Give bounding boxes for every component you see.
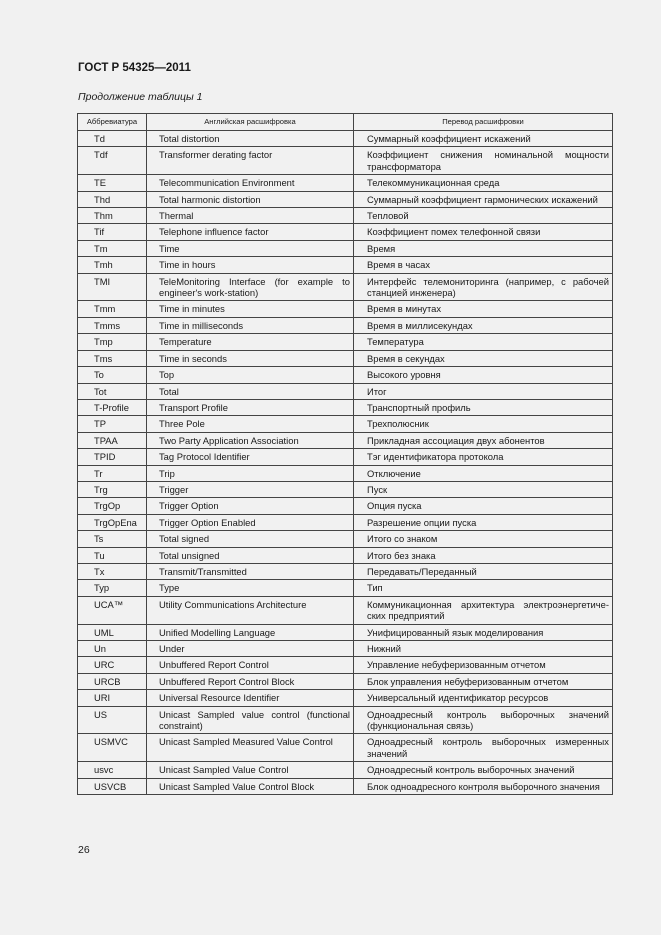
english-cell: Utility Communications Architecture [147,596,354,624]
translation-cell: Суммарный коэффициент гармонических искажений [354,191,613,207]
translation-cell: Одноадресный контроль выборочных значений [354,762,613,778]
column-header-translation: Перевод расшифровки [354,114,613,131]
abbreviation-cell: Td [78,131,147,147]
translation-cell: Тип [354,580,613,596]
english-cell: Time in hours [147,257,354,273]
translation-cell: Транспортный профиль [354,399,613,415]
abbreviation-cell: TE [78,175,147,191]
table-row [78,596,613,624]
abbreviation-cell: URC [78,657,147,673]
translation-cell: Время в минутах [354,301,613,317]
table-row [78,334,613,350]
table-row [78,147,613,175]
table-row [78,563,613,579]
table-row [78,301,613,317]
english-cell: Trigger Option [147,498,354,514]
abbreviation-cell: TMI [78,273,147,301]
abbreviation-cell: Ts [78,531,147,547]
table-row [78,350,613,366]
translation-cell: Трехполюсник [354,416,613,432]
table-row [78,416,613,432]
table-row [78,273,613,301]
english-cell: Time in milliseconds [147,317,354,333]
table-row [78,706,613,734]
abbreviation-cell: Trg [78,481,147,497]
translation-cell: Прикладная ассоциация двух абонентов [354,432,613,448]
translation-cell: Отключение [354,465,613,481]
translation-cell: Суммарный коэффициент искажений [354,131,613,147]
abbreviation-cell: Thm [78,208,147,224]
english-cell: Thermal [147,208,354,224]
translation-cell: Высокого уровня [354,367,613,383]
abbreviation-cell: TPID [78,449,147,465]
abbreviation-cell: TrgOp [78,498,147,514]
table-row [78,191,613,207]
translation-cell: Коэффициент помех телефонной связи [354,224,613,240]
english-cell: Top [147,367,354,383]
english-cell: Three Pole [147,416,354,432]
translation-cell: Итого без знака [354,547,613,563]
table-row [78,498,613,514]
english-cell: Transmit/Transmitted [147,563,354,579]
english-cell: Time in minutes [147,301,354,317]
abbreviation-cell: Tif [78,224,147,240]
english-cell: Unbuffered Report Control Block [147,673,354,689]
table-row [78,481,613,497]
english-cell: Universal Resource Identifier [147,690,354,706]
translation-cell: Одноадресный контроль выборочных измеренных значений [354,734,613,762]
english-cell: Trigger Option Enabled [147,514,354,530]
abbreviation-cell: Tmh [78,257,147,273]
translation-cell: Опция пуска [354,498,613,514]
abbreviation-cell: UML [78,624,147,640]
translation-cell: Блок одноадресного контроля выборочного значения [354,778,613,794]
translation-cell: Интерфейс телемониторинга (например, с рабочей станцией инженера) [354,273,613,301]
abbreviation-cell: TrgOpEna [78,514,147,530]
english-cell: Tag Protocol Identifier [147,449,354,465]
english-cell: Unicast Sampled Value Control [147,762,354,778]
table-row [78,690,613,706]
translation-cell: Нижний [354,641,613,657]
translation-cell: Тепловой [354,208,613,224]
abbreviation-cell: Thd [78,191,147,207]
page-number: 26 [78,844,90,856]
english-cell: Unicast Sampled Measured Value Control [147,734,354,762]
english-cell: Total signed [147,531,354,547]
table-row [78,131,613,147]
english-cell: Type [147,580,354,596]
english-cell: Transformer derating factor [147,147,354,175]
column-header-abbreviation: Аббревиатура [78,114,147,131]
english-cell: Total distortion [147,131,354,147]
english-cell: Under [147,641,354,657]
table-row [78,531,613,547]
table-row [78,449,613,465]
translation-cell: Коммуникационная архитектура электроэнергетиче-ских предприятий [354,596,613,624]
translation-cell: Температура [354,334,613,350]
english-cell: Time [147,240,354,256]
english-cell: Telephone influence factor [147,224,354,240]
abbreviation-cell: usvc [78,762,147,778]
column-header-english: Английская расшифровка [147,114,354,131]
abbreviation-cell: Un [78,641,147,657]
english-cell: Trigger [147,481,354,497]
translation-cell: Разрешение опции пуска [354,514,613,530]
table-row [78,257,613,273]
translation-cell: Коэффициент снижения номинальной мощности трансформатора [354,147,613,175]
translation-cell: Время в секундах [354,350,613,366]
table-row [78,367,613,383]
translation-cell: Одноадресный контроль выборочных значений (функциональная связь) [354,706,613,734]
table-continuation-caption: Продолжение таблицы 1 [78,91,203,103]
table-row [78,657,613,673]
translation-cell: Передавать/Переданный [354,563,613,579]
abbreviation-cell: URCB [78,673,147,689]
abbreviation-cell: Tmp [78,334,147,350]
translation-cell: Пуск [354,481,613,497]
translation-cell: Универсальный идентификатор ресурсов [354,690,613,706]
table-row [78,224,613,240]
abbreviation-cell: Tu [78,547,147,563]
translation-cell: Тэг идентификатора протокола [354,449,613,465]
table-row [78,465,613,481]
abbreviation-cell: UCA™ [78,596,147,624]
table-row [78,175,613,191]
abbreviation-cell: TPAA [78,432,147,448]
abbreviation-cell: Tms [78,350,147,366]
translation-cell: Телекоммуникационная среда [354,175,613,191]
abbreviation-cell: USVCB [78,778,147,794]
abbreviation-cell: Tmm [78,301,147,317]
table-row [78,317,613,333]
translation-cell: Время в миллисекундах [354,317,613,333]
english-cell: Time in seconds [147,350,354,366]
translation-cell: Время в часах [354,257,613,273]
translation-cell: Управление небуферизованным отчетом [354,657,613,673]
abbreviation-cell: Tdf [78,147,147,175]
abbreviation-cell: TP [78,416,147,432]
translation-cell: Итого со знаком [354,531,613,547]
english-cell: Unicast Sampled Value Control Block [147,778,354,794]
table-row [78,383,613,399]
abbreviation-cell: Tot [78,383,147,399]
table-row [78,514,613,530]
table-row [78,762,613,778]
english-cell: Unicast Sampled value control (functional constraint) [147,706,354,734]
table-row [78,778,613,794]
abbreviation-cell: US [78,706,147,734]
table-row [78,641,613,657]
abbreviation-cell: Tmms [78,317,147,333]
english-cell: Transport Profile [147,399,354,415]
translation-cell: Итог [354,383,613,399]
table-row [78,624,613,640]
abbreviation-cell: Tm [78,240,147,256]
abbreviation-cell: URI [78,690,147,706]
table-row [78,734,613,762]
abbreviation-cell: Tr [78,465,147,481]
table-row [78,208,613,224]
table-row [78,673,613,689]
english-cell: Total [147,383,354,399]
abbreviation-cell: Typ [78,580,147,596]
english-cell: TeleMonitoring Interface (for example to engineer's work-station) [147,273,354,301]
english-cell: Two Party Application Association [147,432,354,448]
abbreviations-table [77,113,613,795]
abbreviation-cell: Tx [78,563,147,579]
abbreviation-cell: To [78,367,147,383]
document-header: ГОСТ Р 54325—2011 [78,62,191,74]
table-row [78,240,613,256]
english-cell: Total unsigned [147,547,354,563]
translation-cell: Унифицированный язык моделирования [354,624,613,640]
english-cell: Unified Modelling Language [147,624,354,640]
english-cell: Unbuffered Report Control [147,657,354,673]
english-cell: Trip [147,465,354,481]
translation-cell: Время [354,240,613,256]
english-cell: Temperature [147,334,354,350]
table-header-row [78,114,613,131]
table-row [78,547,613,563]
english-cell: Total harmonic distortion [147,191,354,207]
table-row [78,432,613,448]
table-row [78,399,613,415]
table-row [78,580,613,596]
english-cell: Telecommunication Environment [147,175,354,191]
abbreviation-cell: USMVC [78,734,147,762]
abbreviation-cell: T-Profile [78,399,147,415]
translation-cell: Блок управления небуферизованным отчетом [354,673,613,689]
